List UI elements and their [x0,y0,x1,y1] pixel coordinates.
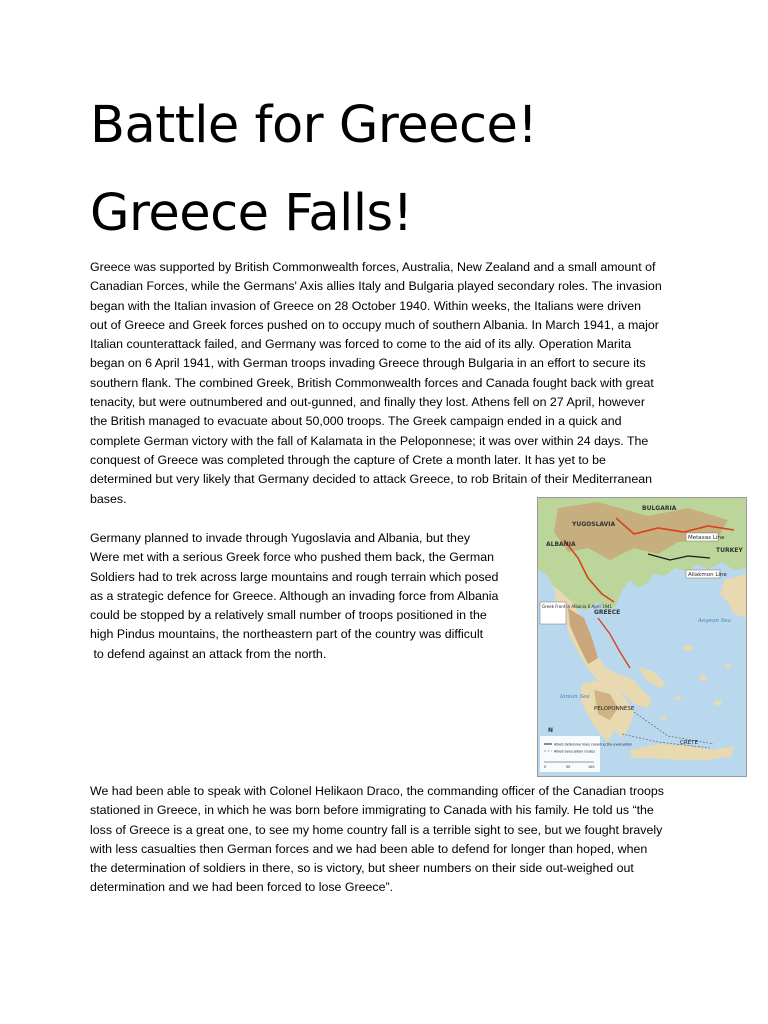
paragraph-line: the determination of soldiers in there, so is victory, but sheer numbers on their side out-weighed out [90,861,634,876]
paragraph-line: determined but very likely that Germany decided to attack Greece, to rob Britain of their Mediterranean [90,472,652,487]
map-of-greece-campaign [537,497,747,777]
map-aegean-island [660,716,666,720]
paragraph-line: high Pindus mountains, the northeastern part of the country was difficult [90,627,484,642]
paragraph-line: could be stopped by a relatively small number of troops positioned in the [90,608,487,623]
paragraph-line: began with the Italian invasion of Greece on 28 October 1940. Within weeks, the Italians were driven [90,298,642,313]
paragraph-line: tenacity, but were outnumbered and out-gunned, and finally they lost. Athens fell on 27 April, however [90,395,645,410]
paragraph-line: determination and we had been forced to lose Greece”. [90,880,394,895]
map-aegean-island [675,696,681,700]
paragraph-line: the British managed to evacuate about 50,000 troops. The Greek campaign ended in a quick and [90,414,622,429]
paragraph-line: as a strategic defence for Greece. Although an invading force from Albania [90,588,499,603]
paragraph-line: Canadian Forces, while the Germans' Axis allies Italy and Bulgaria played secondary roles. The invasion [90,279,662,294]
paragraph-line: Germany planned to invade through Yugoslavia and Albania, but they [90,531,471,545]
map-label-yugoslavia: YUGOSLAVIA [572,521,616,528]
map-scale-mid: 50 [566,765,571,769]
map-label-ionian-sea: Ionian Sea [560,694,590,700]
north-arrow-icon: N [548,727,554,734]
map-label-turkey: TURKEY [716,547,743,554]
map-greek-front-label: Greek Front in Albania 6 April 1941 [542,604,613,609]
map-scale-right: 100 [588,765,595,769]
map-label-aegean-sea: Aegean Sea [698,618,731,624]
paragraph-line: We had been able to speak with Colonel Helikaon Draco, the commanding officer of the Canadian troops [90,784,664,798]
paragraph-line: bases. [90,491,127,506]
paragraph-line: loss of Greece is a great one, to see my home country fall is a terrible sight to see, but we fought bravely [90,822,663,837]
map-label-crete: CRETE [680,740,698,746]
map-legend-defense-label: Allied defensive lines covering the evacuation [554,742,633,747]
paragraph-line: Italian counterattack failed, and Germany was forced to come to the aid of its ally. Operation Marita [90,337,632,352]
paragraph-line: out of Greece and Greek forces pushed on to occupy much of southern Albania. In March 1941, a major [90,317,659,332]
map-aliakmon-label: Aliakmon Line [688,572,727,578]
map-label-peloponnese: PELOPONNESE [594,706,635,712]
paragraph-line: Greece was supported by British Commonwealth forces, Australia, New Zealand and a small amount of [90,260,656,274]
map-aegean-island [725,664,731,668]
paragraph-interview [90,782,690,898]
paragraph-line: complete German victory with the fall of Kalamata in the Peloponnese; it was over within 24 days. The [90,433,649,448]
headline-battle: Battle for Greece! [90,96,538,155]
paragraph-line: conquest of Greece was completed through the capture of Crete a month later. It has yet to be [90,452,606,467]
map-label-greece: GREECE [594,609,621,616]
paragraph-line: Soldiers had to trek across large mountains and rough terrain which posed [90,569,499,584]
map-label-albania: ALBANIA [546,541,576,548]
map-legend-route-label: Allied evacuation routes [554,749,596,754]
map-scale-left: 0 [544,765,547,769]
paragraph-invasion-plan [90,529,520,664]
paragraph-line: with less casualties then German forces and we had been able to defend for longer than hoped, when [90,841,648,856]
map-metaxas-label: Metaxas Line [688,535,725,541]
paragraph-intro [90,258,690,509]
map-aegean-island [683,645,693,651]
map-graphic [538,498,746,776]
map-aegean-island [714,701,722,706]
paragraph-line: to defend against an attack from the north. [90,646,327,661]
paragraph-line: southern flank. The combined Greek, British Commonwealth forces and Canada fought back with great [90,375,654,390]
map-aegean-island [699,675,707,681]
headline-greece-falls: Greece Falls! [90,184,413,243]
paragraph-line: Were met with a serious Greek force who pushed them back, the German [90,550,495,565]
map-label-bulgaria: BULGARIA [642,505,677,512]
paragraph-line: began on 6 April 1941, with German troops invading Greece through Bulgaria in an effort to secure its [90,356,646,371]
paragraph-line: stationed in Greece, in which he was born before immigrating to Canada with his family. He told us “the [90,803,654,818]
